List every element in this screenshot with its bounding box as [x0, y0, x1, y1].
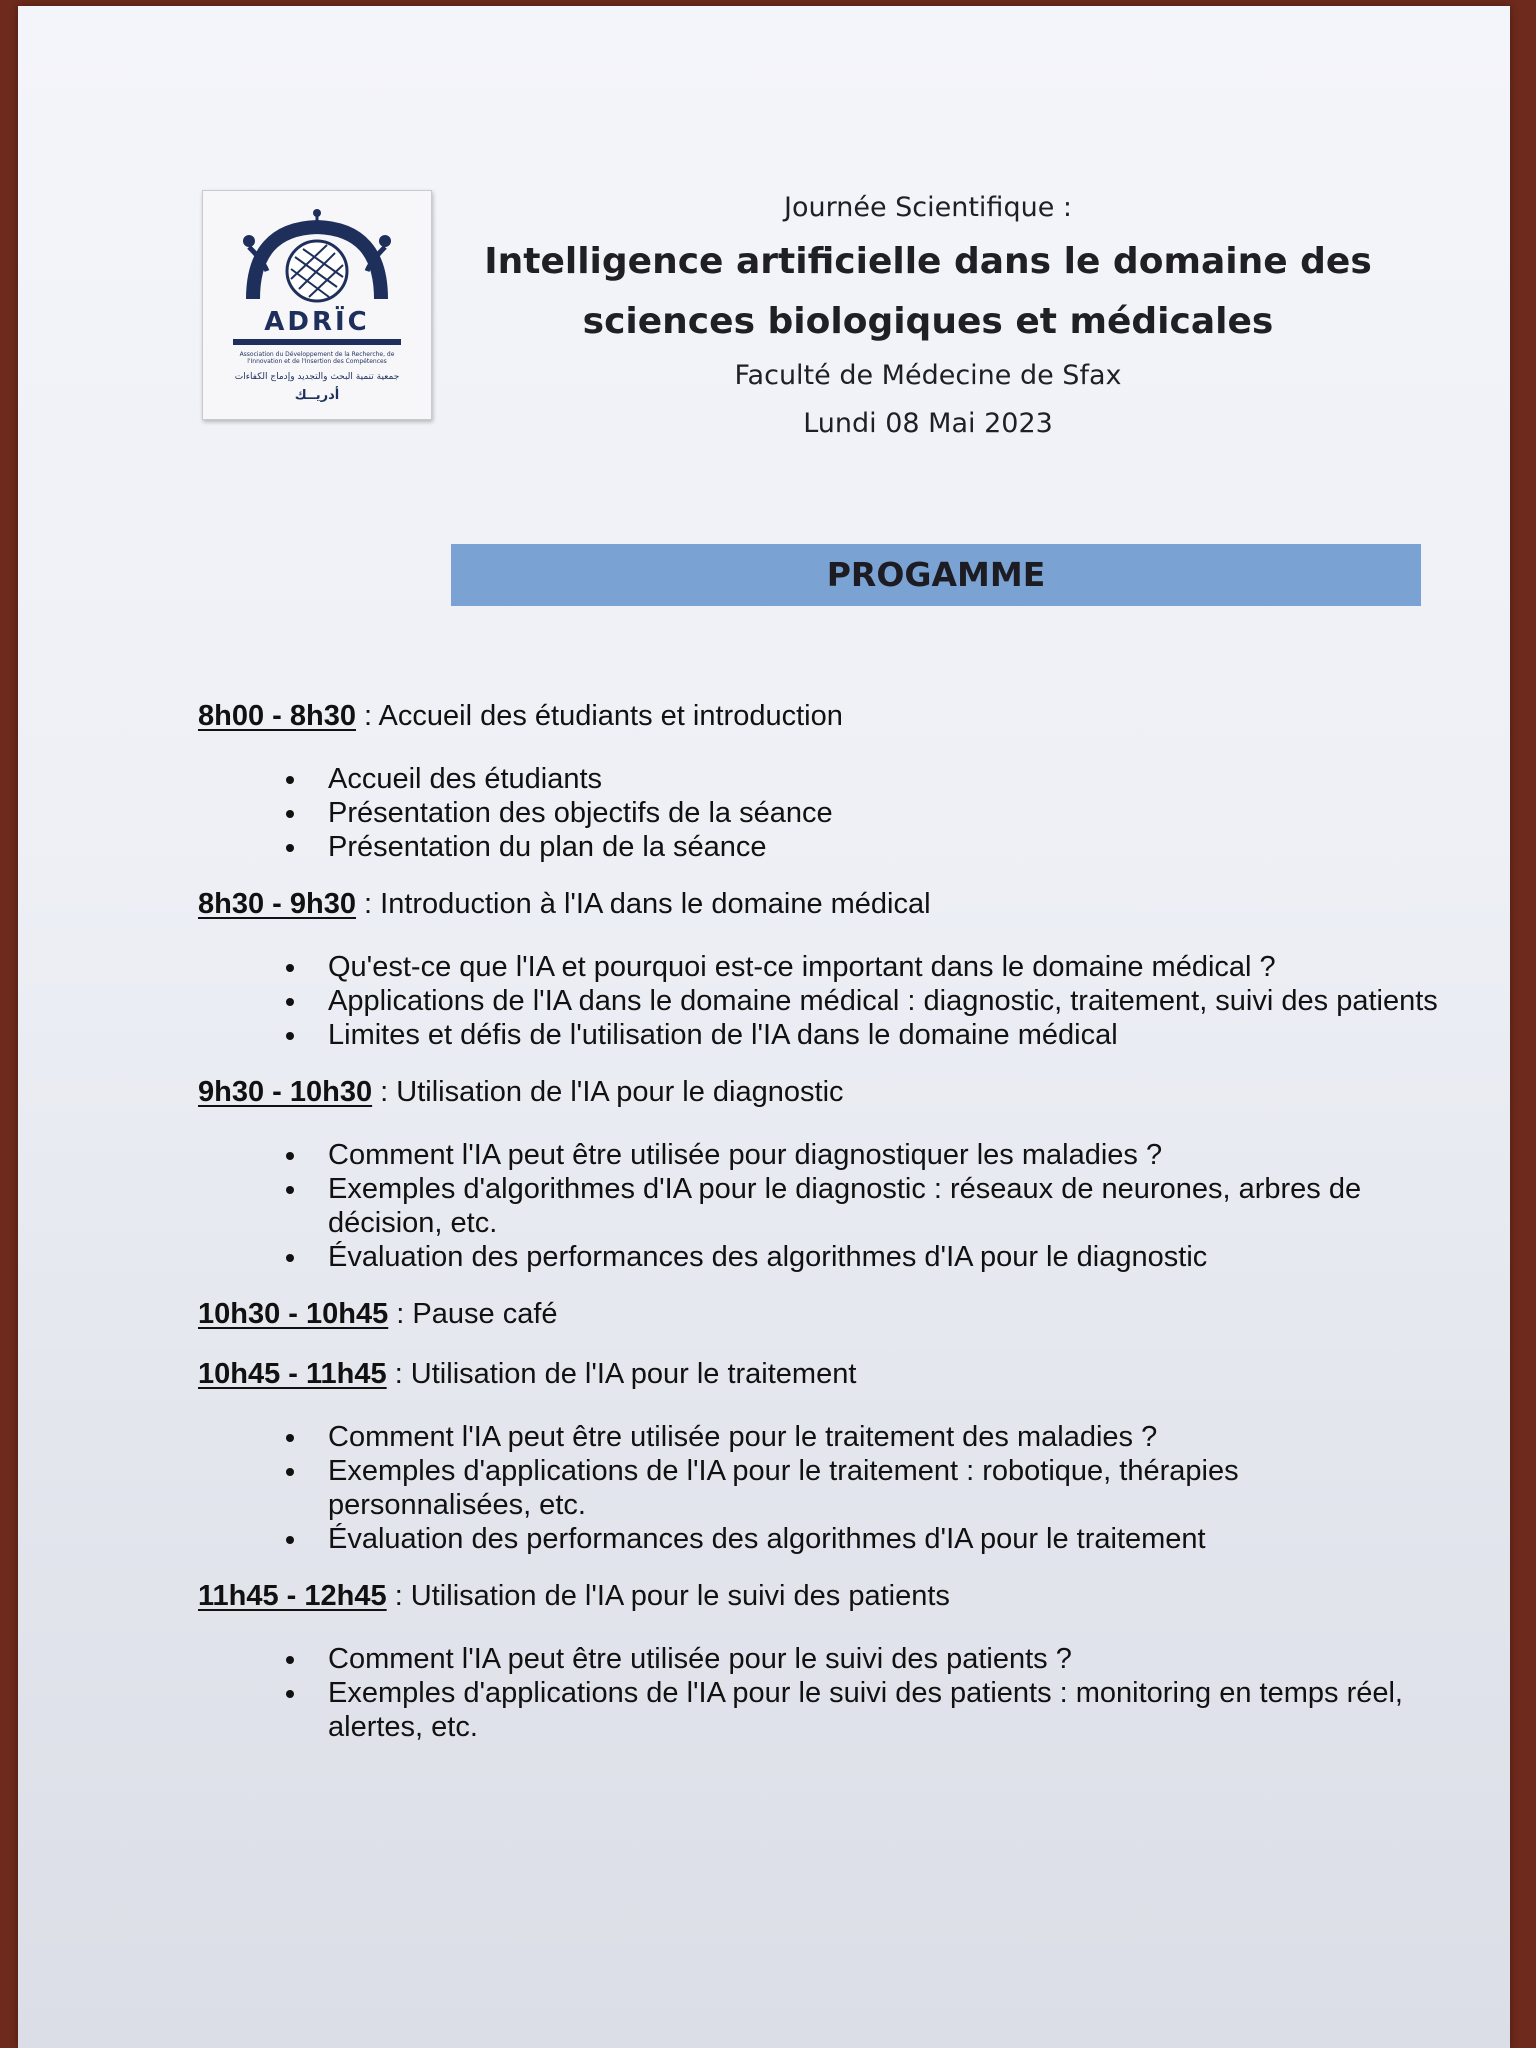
logo-subtitle-ar: جمعية تنمية البحث والتجديد وإدماج الكفاءات — [234, 372, 400, 382]
session-time: 11h45 - 12h45 — [198, 1580, 387, 1612]
program-heading: PROGAMME — [451, 544, 1421, 606]
event-type: Journée Scientifique : — [784, 192, 1072, 223]
list-item: Accueil des étudiants — [328, 762, 1438, 796]
session-block — [198, 1576, 1438, 1744]
list-item: Comment l'IA peut être utilisée pour diagnostiquer les maladies ? — [328, 1138, 1438, 1172]
list-item: Applications de l'IA dans le domaine médical : diagnostic, traitement, suivi des patients — [328, 985, 1438, 1017]
session-time: 10h45 - 11h45 — [198, 1358, 387, 1390]
program-list — [198, 696, 1438, 1764]
session-items — [198, 1138, 1438, 1274]
document-header — [478, 184, 1378, 448]
venue: Faculté de Médecine de Sfax — [734, 360, 1122, 391]
session-heading — [198, 696, 1438, 736]
list-item: Évaluation des performances des algorithmes d'IA pour le diagnostic — [328, 1240, 1438, 1274]
session-items — [198, 1642, 1438, 1744]
adric-logo — [202, 190, 432, 420]
list-item: Exemples d'algorithmes d'IA pour le diagnostic : réseaux de neurones, arbres de décision, etc. — [328, 1172, 1438, 1240]
session-title: : Utilisation de l'IA pour le diagnostic — [372, 1076, 844, 1108]
session-block — [198, 1354, 1438, 1556]
list-item: Évaluation des performances des algorithmes d'IA pour le traitement — [328, 1522, 1438, 1556]
session-block — [198, 1072, 1438, 1274]
session-heading — [198, 1294, 1438, 1334]
session-time: 10h30 - 10h45 — [198, 1298, 389, 1330]
title-line-1: Intelligence artificielle dans le domaine des — [484, 241, 1372, 282]
session-time: 8h00 - 8h30 — [198, 700, 356, 732]
list-item: Exemples d'applications de l'IA pour le suivi des patients : monitoring en temps réel, alertes, etc. — [328, 1676, 1438, 1744]
session-block — [198, 696, 1438, 864]
event-date: Lundi 08 Mai 2023 — [803, 408, 1053, 439]
session-items — [198, 950, 1438, 1052]
list-item: Comment l'IA peut être utilisée pour le traitement des maladies ? — [328, 1420, 1438, 1454]
session-heading — [198, 1354, 1438, 1394]
paper-sheet — [18, 6, 1510, 2048]
session-title: : Utilisation de l'IA pour le traitement — [386, 1358, 857, 1390]
session-items — [198, 1420, 1438, 1556]
session-time: 8h30 - 9h30 — [198, 888, 356, 920]
session-items — [198, 762, 1438, 864]
list-item: Qu'est-ce que l'IA et pourquoi est-ce important dans le domaine médical ? — [328, 950, 1438, 984]
session-heading — [198, 1072, 1438, 1112]
logo-name: ADRÏC — [264, 307, 370, 337]
session-heading — [198, 884, 1438, 924]
logo-arch-icon — [203, 191, 431, 419]
logo-name-ar: أدريــك — [294, 388, 340, 403]
list-item: Présentation du plan de la séance — [328, 830, 1438, 864]
session-block — [198, 1294, 1438, 1334]
session-title: : Accueil des étudiants et introduction — [355, 700, 843, 732]
list-item: Exemples d'applications de l'IA pour le traitement : robotique, thérapies personnalisées, etc. — [328, 1454, 1438, 1522]
list-item: Présentation des objectifs de la séance — [328, 796, 1438, 830]
session-heading — [198, 1576, 1438, 1616]
logo-subtitle-fr: Association du Développement de la Recherche, de l'Innovation et de l'Insertion des Compétences — [239, 351, 395, 365]
session-block — [198, 884, 1438, 1052]
session-title: : Utilisation de l'IA pour le suivi des patients — [386, 1580, 950, 1612]
list-item: Limites et défis de l'utilisation de l'IA dans le domaine médical — [328, 1018, 1438, 1052]
title-line-2: sciences biologiques et médicales — [582, 301, 1274, 342]
session-title: : Introduction à l'IA dans le domaine médical — [355, 888, 931, 920]
session-time: 9h30 - 10h30 — [198, 1076, 373, 1108]
list-item: Comment l'IA peut être utilisée pour le suivi des patients ? — [328, 1642, 1438, 1676]
session-title: : Pause café — [388, 1298, 558, 1330]
